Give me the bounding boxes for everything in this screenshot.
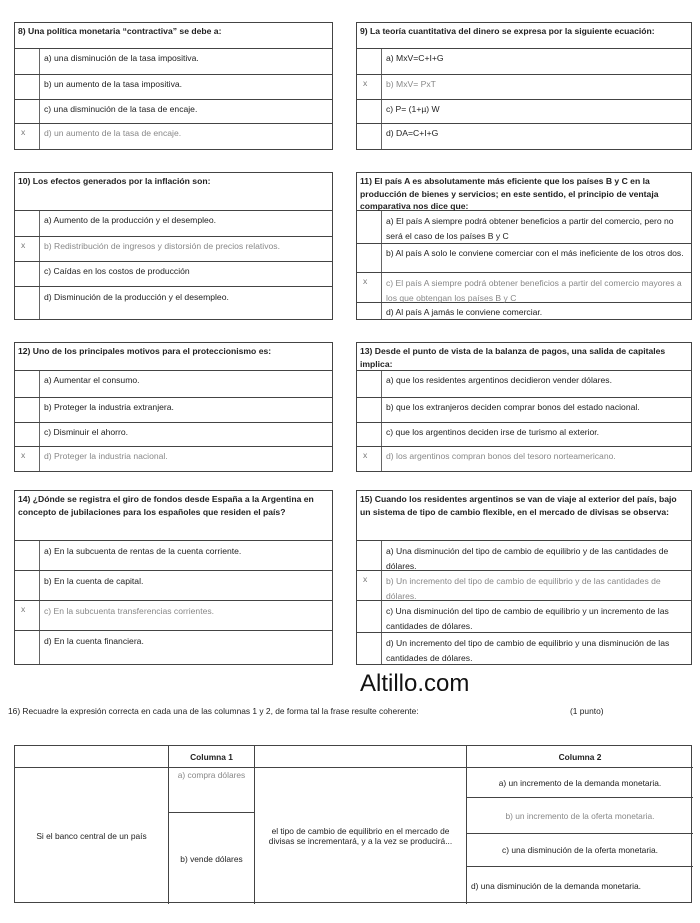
option-row[interactable] [15,211,332,237]
option-row[interactable] [357,571,691,601]
q16-prompt: 16) Recuadre la expresión correcta en cada una de las columnas 1 y 2, de forma tal la frase resulte coherente: [8,706,419,716]
q8-box [14,22,333,150]
option-text: b) Un incremento del tipo de cambio de equilibrio y de las cantidades de dólares. [386,576,661,601]
option-text: c) Una disminución del tipo de cambio de equilibrio y un incremento de las cantidades de dólares. [386,606,669,631]
answer-mark[interactable] [357,211,382,243]
option-text: b) que los extranjeros deciden comprar bonos del estado nacional. [386,402,640,412]
option-text: a) Aumentar el consumo. [44,375,140,385]
col1-header: Columna 1 [169,746,255,768]
option-row[interactable] [357,303,691,319]
option-row[interactable] [357,371,691,398]
option-text: d) En la cuenta financiera. [44,636,144,646]
q12-box [14,342,333,472]
header-empty [255,746,467,768]
answer-mark[interactable] [357,100,382,123]
answer-mark[interactable]: x [357,571,382,600]
option-row[interactable] [15,287,332,319]
answer-mark[interactable] [15,398,40,422]
col1-option-b[interactable]: b) vende dólares [169,813,255,904]
question-title: 9) La teoría cuantitativa del dinero se expresa por la siguiente ecuación: [357,23,691,49]
question-title: 12) Uno de los principales motivos para el proteccionismo es: [15,343,332,371]
option-text: d) Disminución de la producción y el desempleo. [44,292,229,302]
col2-option-c[interactable]: c) una disminución de la oferta monetaria. [467,834,693,867]
option-row[interactable] [15,541,332,571]
option-text: a) MxV=C+I+G [386,53,444,63]
lead-cell: Si el banco central de un país [15,768,169,904]
option-text: b) Al país A solo le conviene comerciar con el más ineficiente de los otros dos. [386,248,684,258]
answer-mark[interactable] [15,49,40,74]
answer-mark[interactable] [15,631,40,664]
col2-option-d[interactable]: d) una disminución de la demanda monetaria. [471,880,641,891]
option-text: a) que los residentes argentinos decidieron vender dólares. [386,375,612,385]
question-title: 13) Desde el punto de vista de la balanza de pagos, una salida de capitales implica: [357,343,691,371]
option-row[interactable] [15,371,332,398]
option-row[interactable] [15,571,332,601]
option-row[interactable] [15,601,332,631]
answer-mark[interactable] [357,244,382,272]
answer-mark[interactable]: x [357,447,382,471]
answer-mark[interactable] [357,398,382,422]
option-row[interactable] [15,49,332,75]
option-text: d) Al país A jamás le conviene comerciar. [386,307,543,317]
question-title: 15) Cuando los residentes argentinos se van de viaje al exterior del país, bajo un sistema de tipo de cambio flexible, en el mercado de divisas se observa: [357,491,691,541]
option-text: c) una disminución de la tasa de encaje. [44,104,198,114]
option-text: a) una disminución de la tasa impositiva. [44,53,199,63]
answer-mark[interactable] [357,541,382,570]
q10-box [14,172,333,320]
option-text: a) En la subcuenta de rentas de la cuenta corriente. [44,546,242,556]
option-text: d) DA=C+I+G [386,128,439,138]
q15-box [356,490,692,665]
option-text: d) Proteger la industria nacional. [44,451,168,461]
question-title: 11) El país A es absolutamente más eficiente que los países B y C en la producción de bienes y servicios; en este sentido, el principio de ventaja comparativa nos dice que: [357,173,691,211]
q11-box [356,172,692,320]
answer-mark[interactable] [15,571,40,600]
option-text: c) que los argentinos deciden irse de turismo al exterior. [386,427,600,437]
option-row[interactable] [15,423,332,447]
question-title: 8) Una política monetaria “contractiva” se debe a: [15,23,332,49]
q13-box [356,342,692,472]
option-row[interactable] [357,633,691,664]
answer-mark[interactable] [15,287,40,319]
option-row[interactable] [15,75,332,100]
option-row[interactable] [15,124,332,149]
header-empty [15,746,169,768]
q9-box [356,22,692,150]
option-row[interactable] [357,75,691,100]
answer-mark[interactable]: x [15,447,40,471]
option-row[interactable] [357,49,691,75]
option-row[interactable] [357,100,691,124]
answer-mark[interactable] [15,423,40,446]
option-text: c) Caídas en los costos de producción [44,266,190,276]
option-text: c) El país A siempre podrá obtener beneficios a partir del comercio mayores a los que obtengan los países B y C [386,278,682,303]
answer-mark[interactable]: x [357,273,382,302]
answer-mark[interactable] [357,633,382,664]
answer-mark[interactable] [15,262,40,286]
option-row[interactable] [15,237,332,262]
option-row[interactable] [357,211,691,244]
option-row[interactable] [15,631,332,664]
option-row[interactable] [357,124,691,149]
question-title: 14) ¿Dónde se registra el giro de fondos desde España a la Argentina en concepto de jubilaciones para los españoles que residen el país? [15,491,332,541]
col1-option-a[interactable]: a) compra dólares [169,768,255,813]
col2-header: Columna 2 [467,746,693,768]
option-text: b) En la cuenta de capital. [44,576,144,586]
option-text: b) un aumento de la tasa impositiva. [44,79,183,89]
answer-mark[interactable] [357,371,382,397]
option-text: b) MxV= PxT [386,79,436,89]
option-text: d) los argentinos compran bonos del tesoro norteamericano. [386,451,616,461]
option-row[interactable] [15,100,332,124]
option-row[interactable] [357,601,691,633]
option-text: c) En la subcuenta transferencias corrientes. [44,606,215,616]
answer-mark[interactable] [357,303,382,319]
brand-watermark: Altillo.com [360,670,470,697]
answer-mark[interactable] [357,601,382,632]
option-row[interactable] [357,423,691,447]
option-row[interactable] [15,262,332,287]
option-text: a) Aumento de la producción y el desempleo. [44,215,216,225]
col2-option-b[interactable]: b) un incremento de la oferta monetaria. [467,798,693,834]
option-row[interactable] [357,398,691,423]
option-row[interactable] [357,541,691,571]
answer-mark[interactable] [15,541,40,570]
option-row[interactable] [15,398,332,423]
middle-cell: el tipo de cambio de equilibrio en el mercado de divisas se incrementará, y a la vez se producirá... [255,768,467,904]
option-text: a) El país A siempre podrá obtener beneficios a partir del comercio, pero no será el caso de los países B y C [386,216,674,241]
option-text: c) P= (1+µ) W [386,104,440,114]
q16-points: (1 punto) [570,706,604,716]
option-row[interactable] [15,447,332,471]
answer-mark[interactable] [15,75,40,99]
answer-mark[interactable] [357,49,382,74]
answer-mark[interactable] [15,100,40,123]
option-row[interactable] [357,244,691,273]
answer-mark[interactable]: x [15,237,40,261]
question-title: 10) Los efectos generados por la inflación son: [15,173,332,211]
answer-mark[interactable] [15,371,40,397]
option-row[interactable] [357,273,691,303]
q16-table [14,745,692,903]
q14-box [14,490,333,665]
option-row[interactable] [357,447,691,471]
answer-mark[interactable] [15,211,40,236]
option-text: c) Disminuir el ahorro. [44,427,129,437]
answer-mark[interactable]: x [15,124,40,149]
option-text: a) Una disminución del tipo de cambio de equilibrio y de las cantidades de dólares. [386,546,669,571]
option-text: b) Redistribución de ingresos y distorsión de precios relativos. [44,241,280,251]
col2-option-a[interactable]: a) un incremento de la demanda monetaria. [467,768,693,798]
answer-mark[interactable] [357,124,382,149]
answer-mark[interactable]: x [15,601,40,630]
answer-mark[interactable]: x [357,75,382,99]
answer-mark[interactable] [357,423,382,446]
option-text: d) Un incremento del tipo de cambio de equilibrio y una disminución de las cantidades de dólares. [386,638,670,663]
option-text: d) un aumento de la tasa de encaje. [44,128,182,138]
option-text: b) Proteger la industria extranjera. [44,402,174,412]
